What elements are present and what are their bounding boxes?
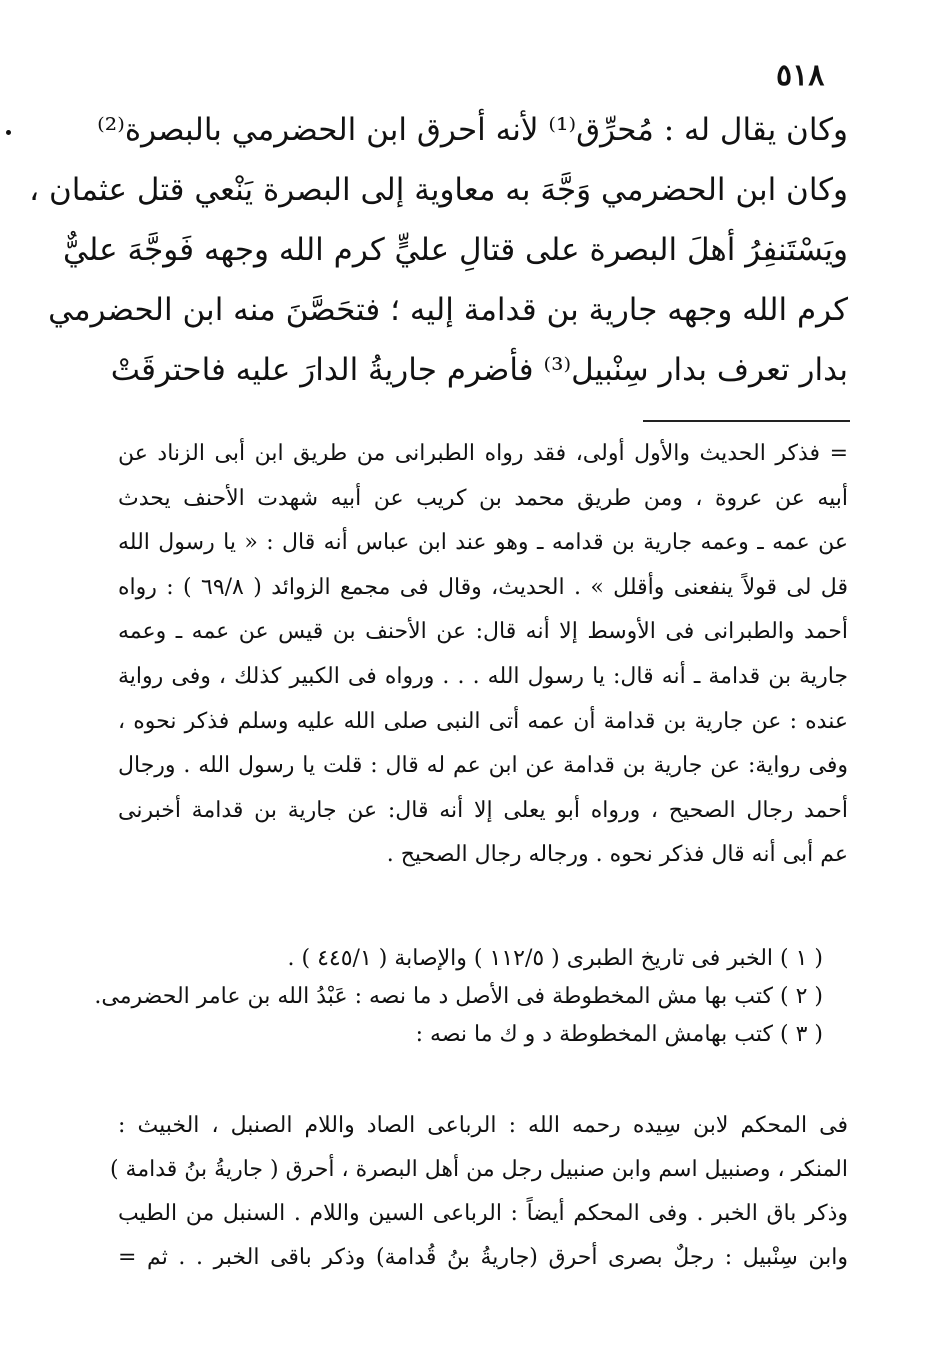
main-text-line: كرم الله وجهه جارية بن قدامة إليه ؛ فتحَصَّنَ منه ابن الحضرمي	[48, 292, 848, 328]
footnote-line: أحمد والطبرانى فى الأوسط إلا أنه قال: عن الأحنف بن قيس عن عمه ـ وعمه	[118, 619, 848, 645]
footnote-line: عن عمه ـ وعمه جارية بن قدامه ـ وهو عند ابن عباس أنه قال : « يا رسول الله	[118, 530, 848, 556]
footnote-continuation-block	[118, 432, 848, 878]
numbered-footnotes	[94, 940, 823, 1054]
footnote-1: ( ١ ) الخبر فى تاريخ الطبرى ( ١١٢/٥ ) والإصابة ( ٤٤٥/١ ) .	[287, 946, 823, 971]
footnote-line: عنده : عن جارية بن قدامة أن عمه أتى النبى صلى الله عليه وسلم فذكر نحوه ،	[118, 708, 848, 734]
marginal-note-block	[109, 1104, 848, 1280]
footnote-2: ( ٢ ) كتب بها مش المخطوطة فى الأصل د ما نصه : عَبْدُ الله بن عامر الحضرمى.	[94, 984, 823, 1009]
footnote-line: = فذكر الحديث والأول أولى، فقد رواه الطبرانى من طريق ابن أبى الزناد عن	[118, 441, 848, 466]
footnote-3: ( ٣ ) كتب بهامش المخطوطة د و ك ما نصه :	[415, 1022, 823, 1047]
footnote-line: وفى رواية: عن جارية بن قدامة عن ابن عم له قال : قلت يا رسول الله . ورجال	[118, 753, 848, 779]
footnote-line: أبيه عن عروة ، ومن طريق محمد بن كريب عن أبيه شهدت الأحنف يحدث	[118, 485, 848, 511]
marginal-note-line: وذكر باق الخبر . وفى المحكم أيضاً : الرباعى السين واللام . السنبل من الطيب	[118, 1201, 848, 1226]
footnote-line: جارية بن قدامة ـ أنه قال: يا رسول الله . . . ورواه فى الكبير كذلك ، وفى رواية	[118, 663, 848, 689]
footnote-line: أحمد رجال الصحيح ، ورواه أبو يعلى إلا أنه قال: عن جارية بن قدامة أخبرنى	[118, 797, 848, 823]
main-text-line: وكان ابن الحضرمي وَجَّهَ به معاوية إلى البصرة يَنْعي قتل عثمان ،	[29, 172, 848, 208]
scan-mark	[6, 130, 11, 135]
marginal-note-line: المنكر ، وصنبيل اسم وابن صنبيل رجل من أهل البصرة ، أحرق ( جاريةُ بنُ قدامة )	[109, 1157, 848, 1182]
main-text-line: بدار تعرف بدار سِنْبيل⁽³⁾ فأضرم جاريةُ الدارَ عليه فاحترقَتْ	[110, 352, 848, 388]
main-text-line: ويَسْتَنفِرُ أهلَ البصرة على قتالِ عليٍّ كرم الله وجهه فَوجَّهَ عليٌّ	[63, 232, 848, 268]
main-text-block	[29, 100, 848, 400]
marginal-note-line: وابن سِنْبيل : رجلٌ بصرى أحرق (جاريةُ بنُ قُدامة) وذكر باقى الخبر . . ثم =	[118, 1245, 848, 1270]
main-text-line: وكان يقال له : مُحرِّق⁽¹⁾ لأنه أحرق ابن الحضرمي بالبصرة⁽²⁾	[97, 112, 848, 148]
footnote-line: قل لى قولاً ينفعنى وأقلل » . الحديث، وقال فى مجمع الزوائد ( ٦٩/٨ ) : رواه	[118, 574, 848, 600]
footnote-separator	[643, 420, 850, 422]
page-number: ٥١٨	[776, 58, 825, 93]
marginal-note-line: فى المحكم لابن سِيده رحمه الله : الرباعى الصاد واللام الصنبل ، الخبيث :	[118, 1113, 848, 1138]
footnote-line: عم أبى أنه قال فذكر نحوه . ورجاله رجال الصحيح .	[386, 842, 848, 868]
